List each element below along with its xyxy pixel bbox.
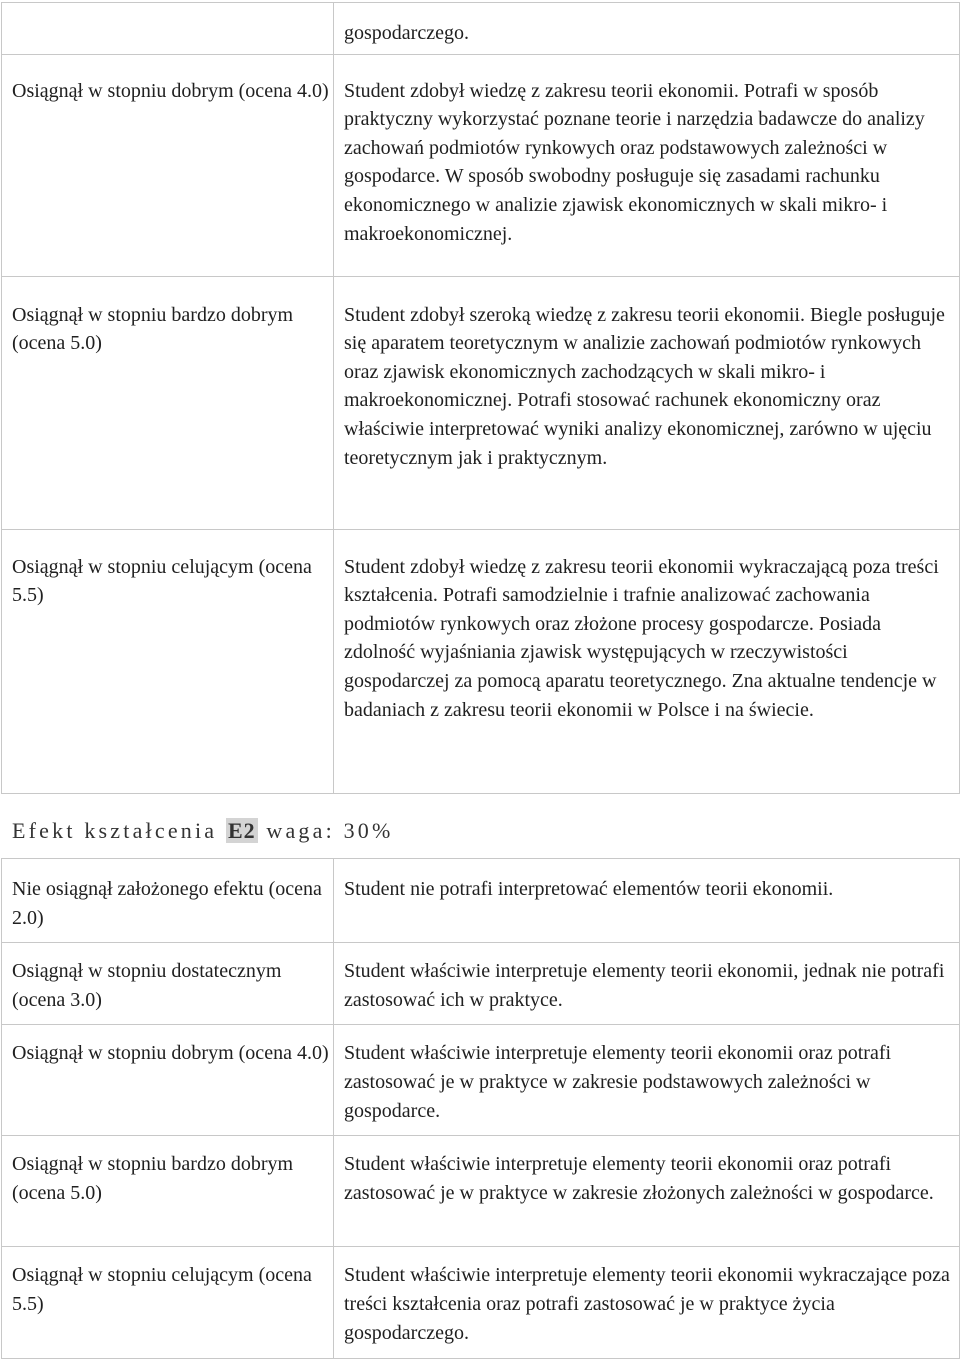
grade-description: Student nie potrafi interpretować elementów teorii ekonomii.	[344, 878, 834, 900]
grade-cell	[2, 1247, 334, 1359]
grade-label: Osiągnął w stopniu dobrym (ocena 4.0)	[12, 1042, 329, 1065]
description-cell	[334, 529, 960, 793]
grade-description: Student zdobył wiedzę z zakresu teorii ekonomii wykraczającą poza treści kształcenia. Potrafi samodzielnie i trafnie analizować zachowania podmiotów rynkowych oraz złożone procesy gospodarcze. Posiada zdolność wyjaśniania zjawisk występujących w rzeczywistości gospodarczej za pomocą aparatu teoretycznego. Zna aktualne tendencje w badaniach z zakresu teorii ekonomii w Polsce i na świecie.	[344, 555, 939, 721]
grade-cell	[2, 859, 334, 943]
grade-cell	[2, 276, 334, 529]
grade-cell	[2, 529, 334, 793]
outcome-weight: waga: 30%	[266, 818, 394, 843]
grading-table-e1	[1, 2, 960, 794]
description-cell	[334, 859, 960, 943]
heading-prefix: Efekt kształcenia	[12, 818, 218, 843]
learning-outcome-heading	[12, 818, 394, 844]
table-row	[2, 529, 960, 793]
grade-label	[12, 3, 329, 26]
grade-description: Student zdobył szeroką wiedzę z zakresu teorii ekonomii. Biegle posługuje się aparatem teoretycznym w analizie zachowań podmiotów rynkowych oraz zjawisk ekonomicznych zachodzących w skali mikro- i makroekonomicznej. Potrafi stosować rachunek ekonomiczny oraz właściwie interpretować wyniki analizy ekonomicznej, zarówno w ujęciu teoretycznym jak i praktycznym.	[344, 303, 945, 469]
table-row	[2, 1136, 960, 1247]
table-row	[2, 859, 960, 943]
grade-description: Student właściwie interpretuje elementy teorii ekonomii, jednak nie potrafi zastosować ich w praktyce.	[344, 960, 945, 1011]
grade-cell	[2, 943, 334, 1025]
table-row	[2, 1025, 960, 1136]
grade-label: Osiągnął w stopniu celującym (ocena 5.5)	[12, 1264, 312, 1315]
description-cell	[334, 943, 960, 1025]
outcome-code: E2	[227, 818, 256, 843]
description-cell	[334, 1247, 960, 1359]
grade-description: Student zdobył wiedzę z zakresu teorii ekonomii. Potrafi w sposób praktyczny wykorzystać poznane teorie i narzędzia badawcze do analizy zachowań podmiotów rynkowych oraz podstawowych zależności w gospodarce. W sposób swobodny posługuje się zasadami rachunku ekonomicznego w analizie zjawisk ekonomicznych w skali mikro- i makroekonomicznej.	[344, 79, 925, 245]
grade-description: gospodarczego.	[344, 22, 469, 44]
grade-description: Student właściwie interpretuje elementy teorii ekonomii wykraczające poza treści kształcenia oraz potrafi zastosować je w praktyce życia gospodarczego.	[344, 1264, 950, 1344]
grade-cell	[2, 3, 334, 55]
grade-cell	[2, 54, 334, 276]
grade-label: Nie osiągnął założonego efektu (ocena 2.0)	[12, 878, 322, 929]
table-row	[2, 1247, 960, 1359]
grade-label: Osiągnął w stopniu bardzo dobrym (ocena 5.0)	[12, 303, 294, 355]
table-row	[2, 943, 960, 1025]
description-cell	[334, 54, 960, 276]
description-cell	[334, 3, 960, 55]
grade-label: Osiągnął w stopniu dobrym (ocena 4.0)	[12, 79, 329, 102]
grade-label: Osiągnął w stopniu dostatecznym (ocena 3.0)	[12, 960, 282, 1011]
description-cell	[334, 1025, 960, 1136]
grade-label: Osiągnął w stopniu bardzo dobrym (ocena 5.0)	[12, 1153, 294, 1204]
grading-table-e2	[1, 858, 960, 1359]
description-cell	[334, 1136, 960, 1247]
grade-cell	[2, 1025, 334, 1136]
grade-description: Student właściwie interpretuje elementy teorii ekonomii oraz potrafi zastosować je w praktyce w zakresie złożonych zależności w gospodarce.	[344, 1153, 934, 1204]
grade-description: Student właściwie interpretuje elementy teorii ekonomii oraz potrafi zastosować je w praktyce w zakresie podstawowych zależności w gospodarce.	[344, 1042, 892, 1122]
grade-label: Osiągnął w stopniu celującym (ocena 5.5)	[12, 555, 312, 607]
description-cell	[334, 276, 960, 529]
table-row	[2, 3, 960, 55]
grade-cell	[2, 1136, 334, 1247]
table-row	[2, 276, 960, 529]
table-row	[2, 54, 960, 276]
